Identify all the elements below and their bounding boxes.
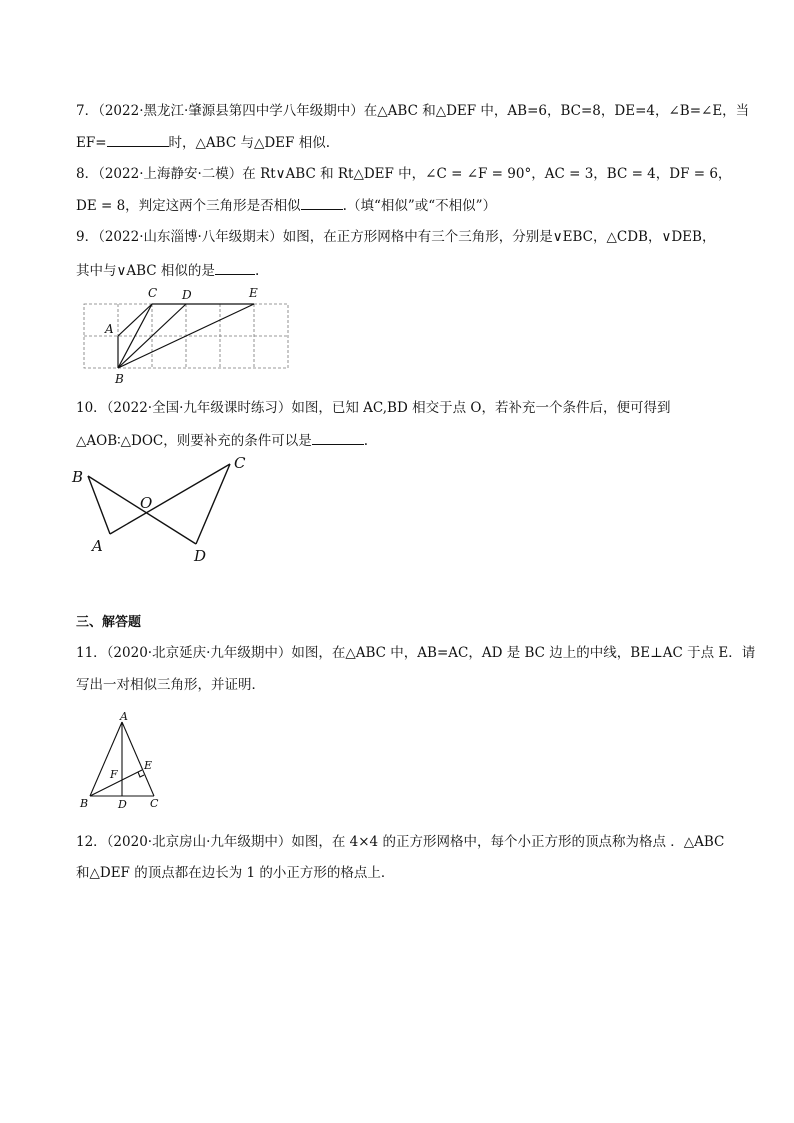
q12-line1: 12．（2020·北京房山·九年级期中）如图，在 4×4 的正方形网格中，每个小正方形的顶点称为格点 ．△ABC [76,834,725,850]
q10-answer-blank[interactable] [312,430,364,445]
q7-line1: 7．（2022·黑龙江·肇源县第四中学八年级期中）在△ABC 和△DEF 中，AB=6，BC=8，DE=4，∠B=∠E，当 [76,103,750,119]
q11-label-f: F [110,768,118,781]
q8-line2 [76,195,496,216]
q9-label-e: E [249,286,258,300]
q8-answer-blank[interactable] [301,195,343,210]
q10-line2-suffix: . [363,433,369,449]
q11-line1: 11．（2020·北京延庆·九年级期中）如图，在△ABC 中，AB=AC，AD 是 BC 边上的中线，BE⊥AC 于点 E．请 [76,645,756,661]
q10-line2-prefix: △AOB∶△DOC，则要补充的条件可以是 [76,433,312,449]
q9-answer-blank[interactable] [215,260,255,275]
q9-line2-suffix: . [254,263,260,279]
q9-grid-figure [78,282,298,390]
q7-line2-prefix: EF= [76,135,107,151]
q11-label-c: C [150,797,159,810]
q7-line2-suffix: 时，△ABC 与△DEF 相似. [168,135,330,151]
q11-triangle-figure [76,710,176,812]
q9-line2-prefix: 其中与∨ABC 相似的是 [76,263,215,279]
q11-label-d: D [118,798,127,811]
section-heading: 三、解答题 [76,615,142,630]
q8-line1: 8．（2022·上海静安·二模）在 Rt∨ABC 和 Rt△DEF 中，∠C = ∠F = 90°，AC = 3，BC = 4，DF = 6， [76,166,732,182]
q10-label-a: A [92,537,103,555]
q9-line1: 9．（2022·山东淄博·八年级期末）如图，在正方形网格中有三个三角形，分别是∨EBC，△CDB，∨DEB， [76,229,716,245]
q10-bowtie-figure [66,452,266,568]
q10-line2 [76,430,368,451]
q7-line2 [76,132,330,153]
q9-label-c: C [148,286,158,300]
q10-label-d: D [194,547,207,565]
q11-line2: 写出一对相似三角形，并证明． [76,677,265,693]
q8-line2-suffix: .（填“相似”或“不相似”） [342,198,497,214]
q8-line2-prefix: DE = 8，判定这两个三角形是否相似 [76,198,301,214]
q7-answer-blank[interactable] [107,132,169,147]
q10-label-c: C [234,454,246,472]
q11-label-e: E [144,759,153,772]
q10-line1: 10．（2022·全国·九年级课时练习）如图，已知 AC,BD 相交于点 O，若补充一个条件后，便可得到 [76,400,671,416]
q9-label-d: D [182,288,192,302]
q9-line2 [76,260,259,281]
q10-label-o: O [140,494,153,512]
q12-line2: 和△DEF 的顶点都在边长为 1 的小正方形的格点上． [76,865,395,881]
q11-label-a: A [120,710,128,723]
q9-label-b: B [115,372,124,386]
q9-label-a: A [105,322,114,336]
q10-label-b: B [72,468,84,486]
q11-label-b: B [80,797,89,810]
